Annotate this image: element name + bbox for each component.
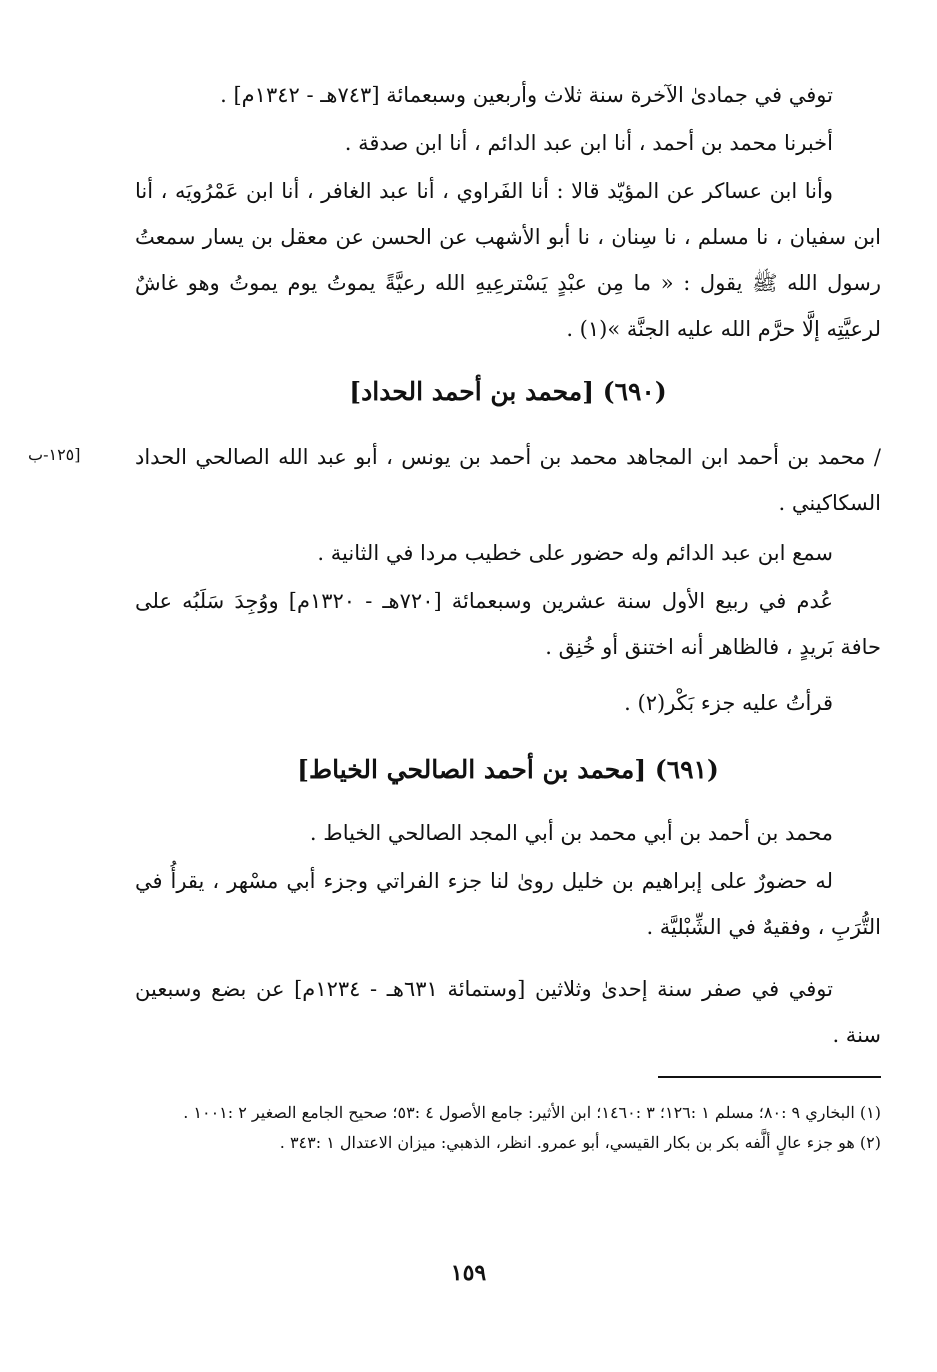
- footnote-divider: [658, 1076, 881, 1078]
- entry-691-death-paragraph: توفي في صفر سنة إحدىٰ وثلاثين [وستمائة ٦٣١هـ - ١٢٣٤م] عن بضع وسبعين سنة .: [135, 977, 881, 1047]
- entry-690-name-paragraph: / محمد بن أحمد ابن المجاهد محمد بن أحمد بن يونس ، أبو عبد الله الصالحي الحداد السكاكيني .: [135, 445, 881, 515]
- entry-691-heading: (٦٩١) [محمد بن أحمد الصالحي الخياط]: [297, 755, 719, 784]
- footnote-1: (١) البخاري ٩ :٨٠؛ مسلم ١ :١٢٦؛ ٣ :١٤٦٠؛ ابن الأثير: جامع الأصول ٤ :٥٣؛ صحيح الجامع الصغير ٢ :١٠٠١ .: [183, 1103, 881, 1122]
- intro-death-date-paragraph: توفي في جمادىٰ الآخرة سنة ثلاث وأربعين وسبعمائة [٧٤٣هـ - ١٣٤٢م] .: [220, 83, 833, 107]
- manuscript-folio-note: [١٢٥-ب: [28, 445, 81, 464]
- entry-690-heading: (٦٩٠) [محمد بن أحمد الحداد]: [349, 377, 667, 406]
- footnotes: [135, 1098, 881, 1158]
- page-number: ١٥٩: [450, 1260, 487, 1286]
- entry-690-death-paragraph: عُدم في ربيع الأول سنة عشرين وسبعمائة [٧٢٠هـ - ١٣٢٠م] ووُجِدَ سَلَبُه على حافة بَريدٍ ، فالظاهر أنه اختنق أو خُنِق .: [135, 589, 881, 659]
- entry-690-hearing-paragraph: سمع ابن عبد الدائم وله حضور على خطيب مردا في الثانية .: [317, 541, 833, 565]
- entry-690-reading-paragraph: قرأتُ عليه جزء بَكْر(٢) .: [624, 691, 833, 715]
- entry-691-hearing-paragraph: له حضورٌ على إبراهيم بن خليل روىٰ لنا جزء الفراتي وجزء أبي مسْهر ، يقرأُ في التُّرَبِ ، وفقيهٌ في الشِّبْليَّة .: [135, 869, 881, 939]
- entry-691-name-paragraph: محمد بن أحمد بن أبي محمد بن أبي المجد الصالحي الخياط .: [309, 821, 833, 845]
- intro-isnad-paragraph: أخبرنا محمد بن أحمد ، أنا ابن عبد الدائم ، أنا ابن صدقة .: [344, 131, 833, 155]
- footnote-2: (٢) هو جزء عالٍ ألَّفه بكر بن بكار القيسي، أبو عمرو. انظر، الذهبي: ميزان الاعتدال ١ :٣٤٣ .: [279, 1133, 881, 1152]
- intro-hadith-paragraph: وأنا ابن عساكر عن المؤيّد قالا : أنا الفَراوي ، أنا عبد الغافر ، أنا ابن عَمْرُويَه ، أنا ابن سفيان ، نا مسلم ، نا سِنان ، نا أبو الأشهب عن الحسن عن معقل بن يسار سمعتُ رسول الله ﷺ يقول : « ما مِن عبْدٍ يَسْترعِيهِ الله رعيَّةً يموتُ يوم يموتُ وهو غاشٌ لرعيَّتِه إلَّا حرَّم الله عليه الجنَّة »(١) .: [135, 179, 881, 341]
